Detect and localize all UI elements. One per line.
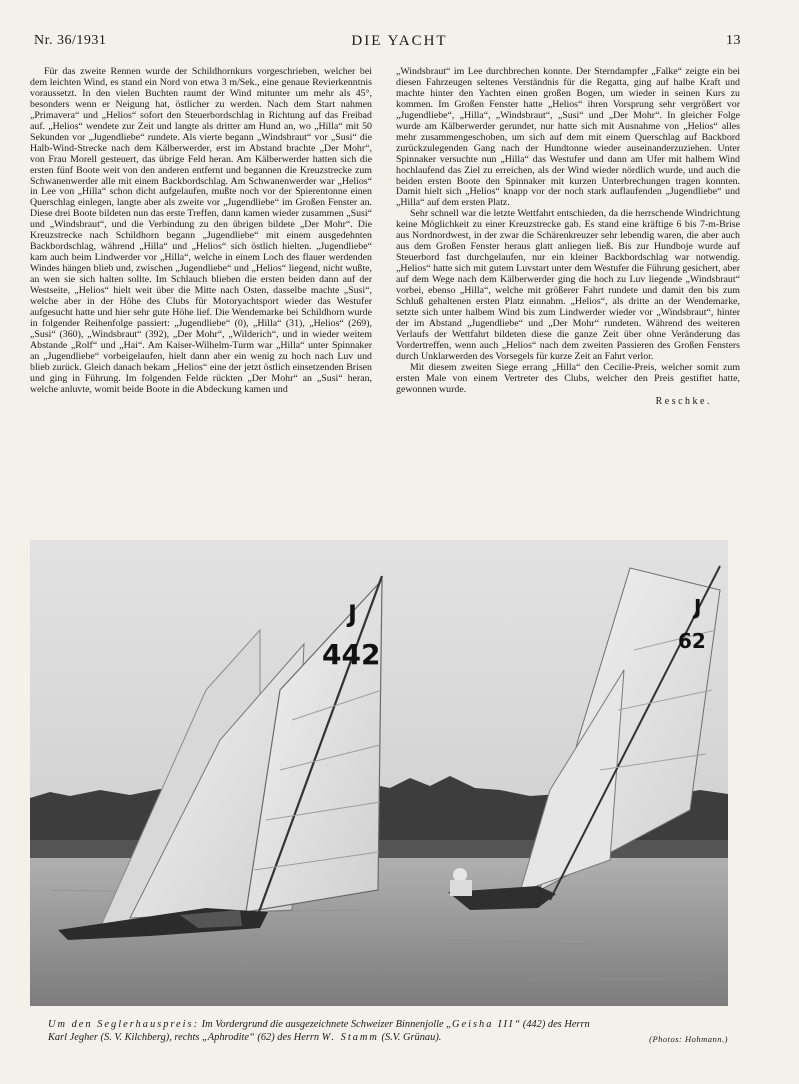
sailing-photo	[30, 540, 728, 1006]
sailor	[453, 868, 467, 882]
photo-credit: (Photos: Hohmann.)	[649, 1034, 728, 1044]
author-signature: Reschke.	[655, 395, 712, 407]
article-paragraph: Mit diesem zweiten Siege errang „Hilla“ den Cecilie-Preis, welcher somit zum ersten Male von einem Vertreter des Clubs, welcher den Preis gestiftet hatte, gewonnen wurde.	[396, 361, 740, 395]
caption-text: (S. V. Kilchberg), rechts „Aphrodite“ (62) des Herrn	[100, 1031, 320, 1043]
article-paragraph: „Windsbraut“ im Lee durchbrechen konnte. Der Sterndampfer „Falke“ zeigte ein bei diesen Fahrzeugen seltenes Verständnis für die Regatta, ging auf halbe Kraft und machte hinter den Yachten einen großen Bogen, um wieder in seinen Kurs zu kommen. Im Großen Fenster hatte „Helios“ ihren Vorsprung sehr vergrößert vor „Jugendliebe“, „Hilla“, „Windsbraut“, „Susi“ und „Der Mohr“. In gleicher Folge wurde am Kälberwerder gerundet, nur hatte sich mit Ausnahme von „Helios“ alles mehr zusammengeschoben, um sich auf dem mit einem Querschlag auf Backbord zurückzulegenden Gang nach der Hundtonne wieder auseinanderzuziehen. Unter Spinnaker versuchte nun „Hilla“ das Westufer und dann am Ufer mit halbem Wind hochlaufend das Ziel zu erreichen, als der Wind wieder nördlich wurde, und auch die beiden ersten Boote den Spinnaker mit kurzen Unterbrechungen tragen konnten. Damit hielt sich „Helios“ knapp vor der noch stark auflaufenden „Jugendliebe“ und „Hilla“ auf dem ersten Platz.	[396, 66, 740, 209]
caption-person: Karl Jegher	[48, 1031, 98, 1043]
magazine-title: DIE YACHT	[351, 33, 448, 49]
caption-text: Im Vordergrund die ausgezeichnete Schweizer Binnenjolle „	[201, 1019, 452, 1030]
article-paragraph: Sehr schnell war die letzte Wettfahrt entschieden, da die herrschende Windrichtung keine Möglichkeit zu einer Kreuzstrecke gab. Es stand eine kräftige 6 bis 7-m-Brise aus Nordnordwest, in der zwar die Schärenkreuzer sehr lebendig waren, die aber auch aus dem Großen Fenster heraus glatt anliegen ließ. Bis zur Hundboje wurde auf Steuerbord fast durchgelaufen, nur ein kleiner Backbordschlag war notwendig. „Helios“ hatte sich mit gutem Luvstart unter dem Westufer die Führung gesichert, aber auf dem Wege nach dem Kälberwerder ging die hoch zu Luv liegende „Windsbraut“ vorbei, ebenso „Hilla“, welche mit größerer Fahrt rundete und damit den bis zum Schluß gehaltenen ersten Platz einnahm. „Helios“, als dritte an der Wendemarke, setzte sich unter halbem Wind bis zum Lindwerder wieder vor „Windsbraut“, hinter der im Abstand „Jugendliebe“ und „Der Mohr“ rundeten. Während des weiteren Verlaufs der Wettfahrt bildeten diese die ganze Zeit über ohne Veränderung das Vordertreffen, wenn auch „Helios“ nach dem zweiten Passieren des Großen Fensters durch Unklarwerden des Vorsegels für kurze Zeit an Fahrt verlor.	[396, 208, 740, 362]
sail-number: 62	[678, 629, 706, 653]
photo-caption	[48, 1019, 728, 1044]
caption-person: W. Stamm	[321, 1031, 379, 1043]
caption-text: “ (442) des Herrn	[514, 1019, 590, 1030]
caption-lead: Um den Seglerhauspreis:	[48, 1019, 200, 1030]
sailboats-illustration	[30, 540, 728, 1006]
sail-letter: J	[348, 600, 357, 628]
page-number: 13	[726, 33, 741, 48]
caption-text: (S.V. Grünau).	[381, 1031, 442, 1043]
sail-letter: J	[694, 595, 702, 619]
caption-boat-name: Geisha III	[451, 1019, 515, 1030]
sail-number: 442	[322, 638, 381, 671]
article-column-right	[396, 67, 740, 408]
article-paragraph: Für das zweite Rennen wurde der Schildhornkurs vorgeschrieben, welcher bei dem leichten Wind, es stand ein Nord von etwa 3 m/Sek., eine genaue Revierkenntnis voraussetzt. In den vielen Buchten raumt der Wind mitunter um mehr als 45°, besonders wenn er Neigung hat, östlicher zu werden. Nach dem Start nahmen „Primavera“ und „Helios“ sofort den Steuerbordschlag in Richtung auf das Freibad auf. „Helios“ wendete zur Zeit und langte als dritter am Hund an, wo „Hilla“ mit 50 Sekunden vor „Jugendliebe“ rundete. Als vierte begann „Windsbraut“ vor „Susi“ die Halb-Wind-Strecke nach dem Kälberwerder, erst im Abstand brachte „Der Mohr“, von Frau Morell gesteuert, das übrige Feld heran. Am Kälberwerder hatten sich die ersten fünf Boote weit von den anderen entfernt und begannen die Kreuzstrecke zum Schwanenwerder alle mit einem Backbordschlag. Am Schwanenwerder war „Helios“ in Lee von „Hilla“ schon dicht aufgelaufen, mußte noch vor der Spierentonne einen Querschlag einlegen, langte aber als zweite vor „Jugendliebe“ im Großen Fenster an. Diese drei Boote bildeten nun das erste Treffen, dann kamen wieder zusammen „Susi“ und „Windsbraut“, und die Verbindung zu den übrigen bildete „Der Mohr“. Die Kreuzstrecke nach Schildhorn begann „Jugendliebe“ mit einem ausgedehnten Backbordschlag, während „Hilla“ und „Helios“ sich östlich hielten. „Jugendliebe“ kam auch beim Lindwerder vor „Hilla“, welche in einem Loch des flauer werdenden Windes hängen blieb und, zwischen „Jugendliebe“ und „Helios“ liegend, nicht wußte, an wen sie sich halten sollte. Im Schlauch blieben die ersten beiden dann auf der Westseite, „Helios“ hielt weit über die Mitte nach Osten, dasselbe machte „Susi“, welche aber in der Höhe des Clubs für Motoryachtsport wieder das Westufer aufgesucht hatte und hier sehr gute Höhe lief. Die Wendemarke bei Schildhorn wurde in folgender Reihenfolge passiert: „Jugendliebe“ (0), „Hilla“ (31), „Helios“ (269), „Susi“ (360), „Windsbraut“ (392), „Der Mohr“, „Wilderich“, und in wieder weitem Abstande „Rolf“ und „Hai“. Am Kaiser-Wilhelm-Turm war „Hilla“ unter Spinnaker an „Jugendliebe“ vorbeigelaufen, hielt dann aber ein wenig zu hoch nach Luv und blieb zurück. Gleich danach bekam „Helios“ eine der jetzt östlich einsetzenden Brisen und ging in Führung. Im folgenden Felde rückten „Der Mohr“ an „Susi“ heran, welche anluvte, womit beide Boote in die Abdeckung kamen und	[30, 66, 372, 395]
issue-number: Nr. 36/1931	[34, 33, 107, 48]
article-column-left	[30, 67, 372, 396]
